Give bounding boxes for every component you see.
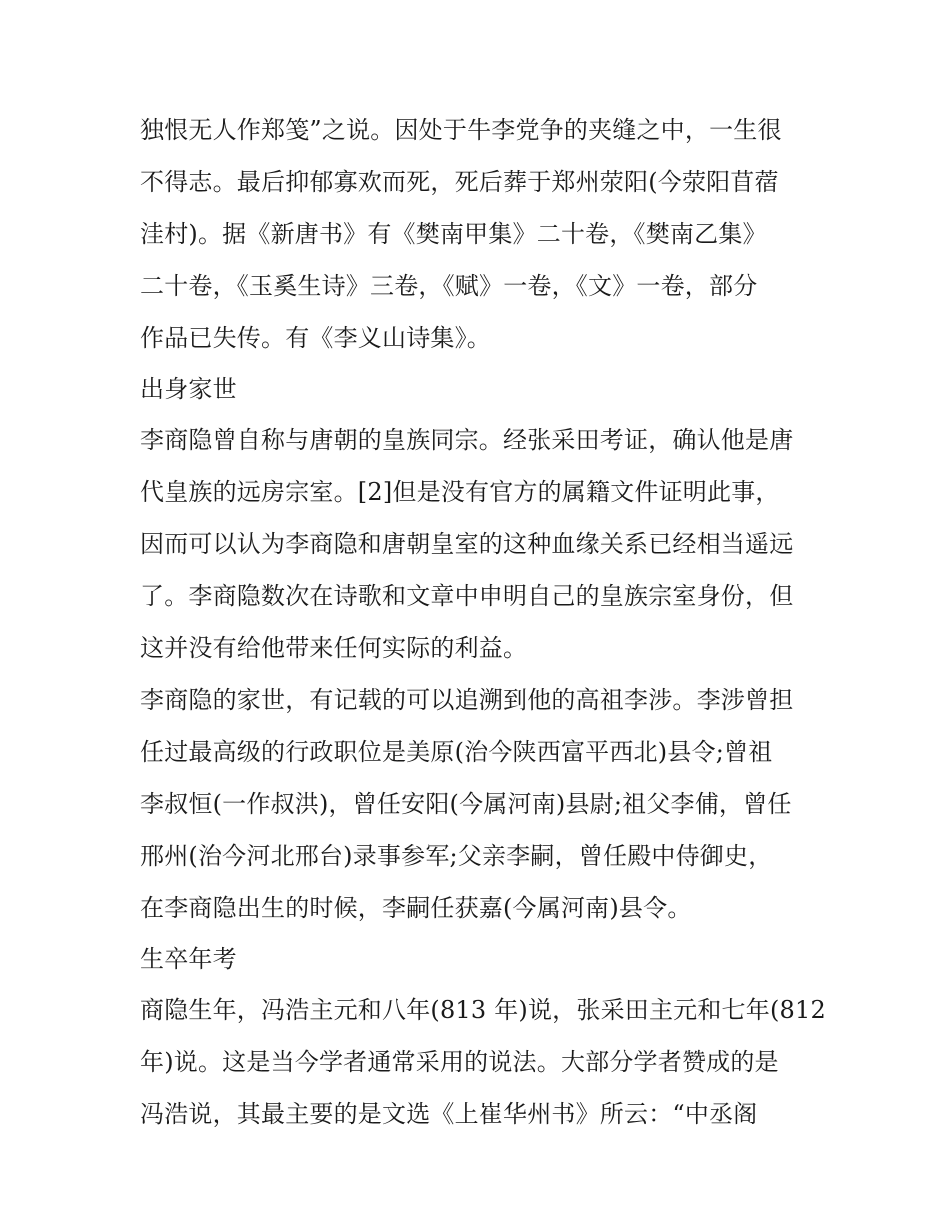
body-line: 了。李商隐数次在诗歌和文章中申明自己的皇族宗室身份，但 — [140, 582, 794, 610]
body-line: 代皇族的远房宗室。[2]但是没有官方的属籍文件证明此事， — [140, 478, 780, 506]
body-line: 因而可以认为李商隐和唐朝皇室的这种血缘关系已经相当遥远 — [140, 530, 794, 558]
body-line: 不得志。最后抑郁寡欢而死，死后葬于郑州荥阳(今荥阳苜蓿 — [140, 168, 779, 196]
body-line: 在李商隐出生的时候，李嗣任获嘉(今属河南)县令。 — [140, 894, 692, 922]
body-line: 作品已失传。有《李义山诗集》。 — [140, 324, 491, 352]
body-line: 冯浩说，其最主要的是文选《上崔华州书》所云：“中丞阁 — [140, 1100, 758, 1128]
document-body — [140, 104, 826, 1140]
body-line: 李商隐曾自称与唐朝的皇族同宗。经张采田考证，确认他是唐 — [140, 426, 794, 454]
body-line: 二十卷，《玉奚生诗》三卷，《赋》一卷，《文》一卷，部分 — [140, 272, 758, 300]
body-line: 年)说。这是当今学者通常采用的说法。大部分学者赞成的是 — [140, 1048, 779, 1076]
body-line: 李商隐的家世，有记载的可以追溯到他的高祖李涉。李涉曾担 — [140, 686, 794, 714]
body-line: 任过最高级的行政职位是美原(治今陕西富平西北)县令;曾祖 — [140, 738, 773, 766]
body-line: 这并没有给他带来任何实际的利益。 — [140, 634, 528, 662]
section-heading-family-background: 出身家世 — [140, 375, 237, 403]
body-line: 邢州(治今河北邢台)录事参军;父亲李嗣，曾任殿中侍御史， — [140, 842, 773, 870]
section-heading-birth-death: 生卒年考 — [140, 945, 237, 973]
body-line: 洼村)。据《新唐书》有《樊南甲集》二十卷，《樊南乙集》 — [140, 220, 767, 248]
body-line: 独恨无人作郑笺”之说。因处于牛李党争的夹缝之中，一生很 — [140, 116, 782, 144]
body-line: 李叔恒(一作叔洪)，曾任安阳(今属河南)县尉;祖父李俌，曾任 — [140, 790, 792, 818]
body-line: 商隐生年，冯浩主元和八年(813 年)说，张采田主元和七年(812 — [140, 996, 826, 1024]
